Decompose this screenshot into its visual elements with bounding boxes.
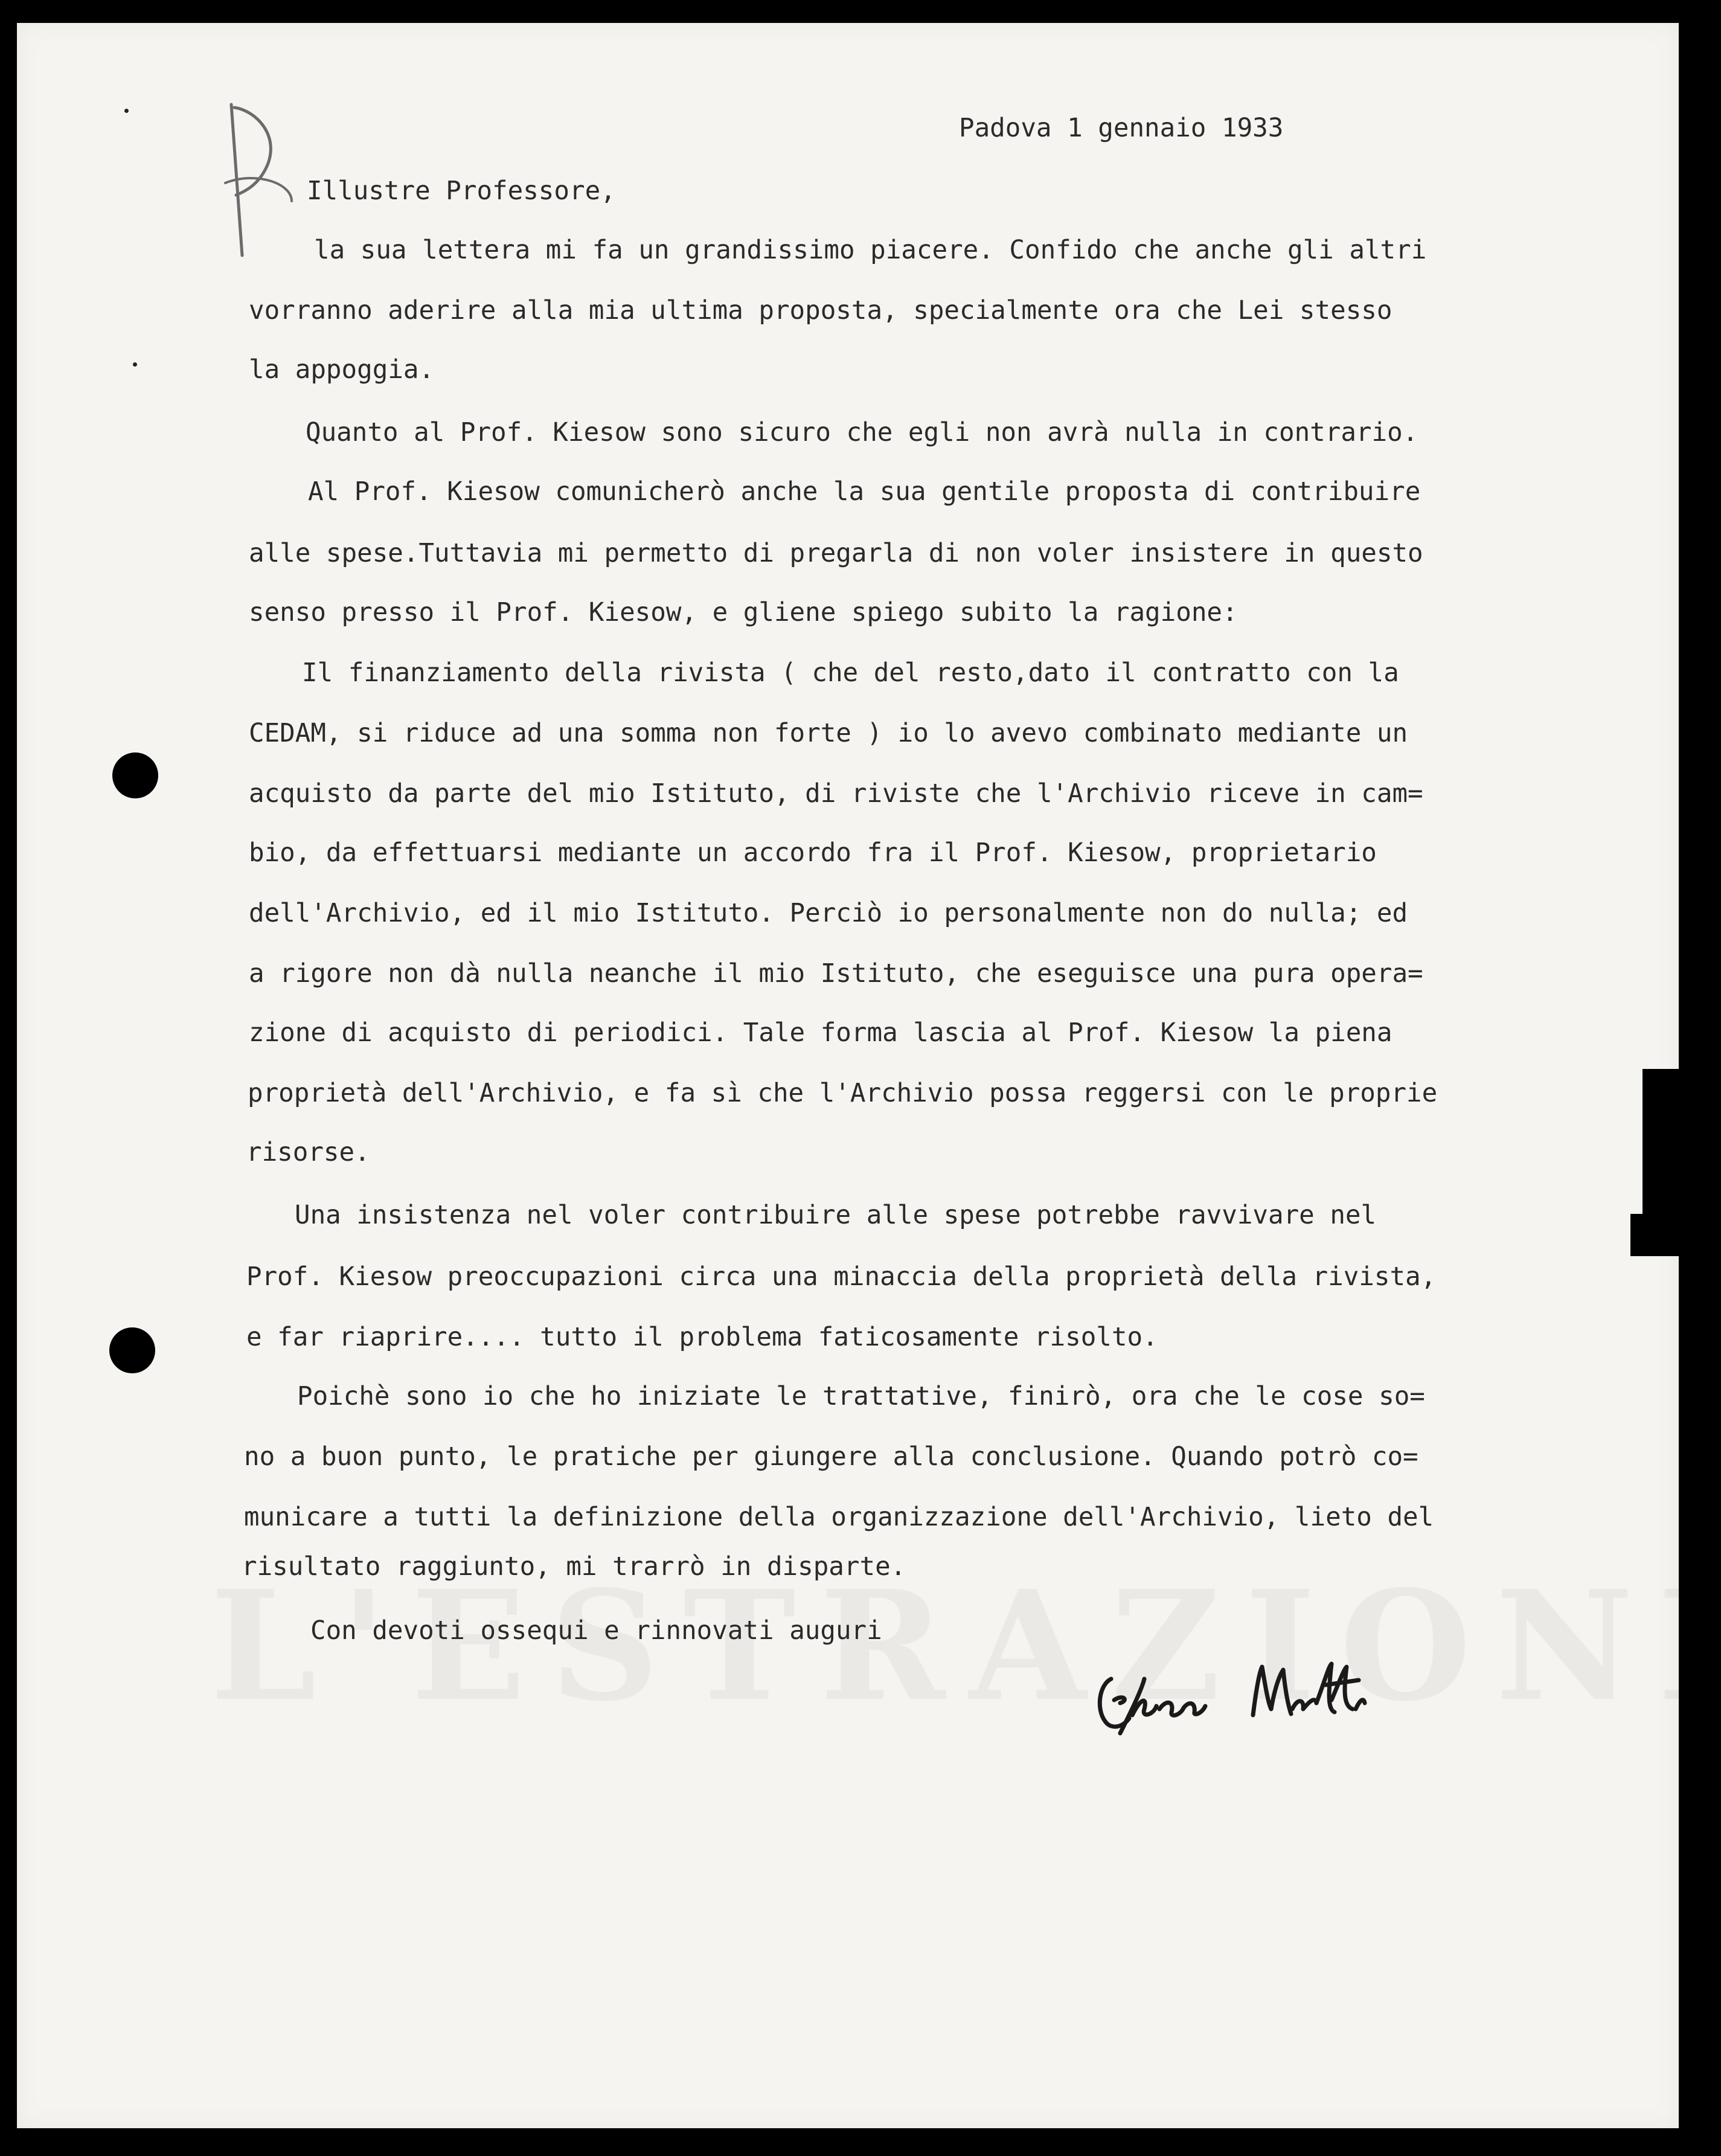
letter-line: bio, da effettuarsi mediante un accordo fra il Prof. Kiesow, proprietario	[249, 838, 1377, 868]
watermark	[210, 1557, 1721, 1734]
pencil-mark	[207, 80, 304, 261]
letter-line: Con devoti ossequi e rinnovati auguri	[310, 1616, 882, 1646]
letter-line: zione di acquisto di periodici. Tale forma lascia al Prof. Kiesow la piena	[249, 1018, 1393, 1048]
letter-salutation: Illustre Professore,	[307, 176, 616, 206]
punch-hole	[112, 752, 158, 798]
letter-line: dell'Archivio, ed il mio Istituto. Perciò io personalmente non do nulla; ed	[249, 899, 1408, 928]
letter-line: risorse.	[246, 1138, 370, 1167]
punch-hole	[109, 1327, 155, 1373]
letter-line: Quanto al Prof. Kiesow sono sicuro che egli non avrà nulla in contrario.	[306, 418, 1418, 448]
letter-line: Al Prof. Kiesow comunicherò anche la sua gentile proposta di contribuire	[308, 477, 1421, 507]
letter-line: proprietà dell'Archivio, e fa sì che l'Archivio possa reggersi con le proprie	[248, 1079, 1438, 1108]
letter-line: e far riaprire.... tutto il problema faticosamente risolto.	[246, 1323, 1158, 1352]
letter-line: no a buon punto, le pratiche per giungere alla conclusione. Quando potrò co=	[244, 1442, 1418, 1472]
letter-line: alle spese.Tuttavia mi permetto di pregarla di non voler insistere in questo	[249, 539, 1423, 568]
letter-line: Una insistenza nel voler contribuire alle spese potrebbe ravvivare nel	[295, 1201, 1377, 1230]
letter-line: Il finanziamento della rivista ( che del resto,dato il contratto con la	[302, 658, 1399, 688]
letter-line: la sua lettera mi fa un grandissimo piacere. Confido che anche gli altri	[314, 236, 1427, 265]
margin-mark	[133, 362, 137, 367]
handwritten-signature	[1087, 1643, 1449, 1763]
letter-paper	[17, 23, 1679, 2128]
letter-line: Poichè sono io che ho iniziate le trattative, finirò, ora che le cose so=	[297, 1382, 1425, 1411]
letter-line: senso presso il Prof. Kiesow, e gliene spiego subito la ragione:	[249, 598, 1238, 627]
letter-line: acquisto da parte del mio Istituto, di riviste che l'Archivio riceve in cam=	[249, 779, 1423, 809]
letter-line: la appoggia.	[249, 355, 435, 385]
margin-mark	[124, 109, 129, 113]
letter-line: Prof. Kiesow preoccupazioni circa una minaccia della proprietà della rivista,	[246, 1262, 1437, 1292]
letter-line: risultato raggiunto, mi trarrò in disparte.	[242, 1552, 906, 1582]
letter-line: vorranno aderire alla mia ultima proposta, specialmente ora che Lei stesso	[249, 296, 1393, 326]
letter-date: Padova 1 gennaio 1933	[959, 114, 1284, 143]
letter-line: municare a tutti la definizione della organizzazione dell'Archivio, lieto del	[244, 1503, 1434, 1532]
paper-notch	[1630, 1214, 1691, 1256]
letter-line: a rigore non dà nulla neanche il mio Istituto, che eseguisce una pura opera=	[249, 959, 1423, 989]
letter-line: CEDAM, si riduce ad una somma non forte ) io lo avevo combinato mediante un	[249, 719, 1408, 748]
